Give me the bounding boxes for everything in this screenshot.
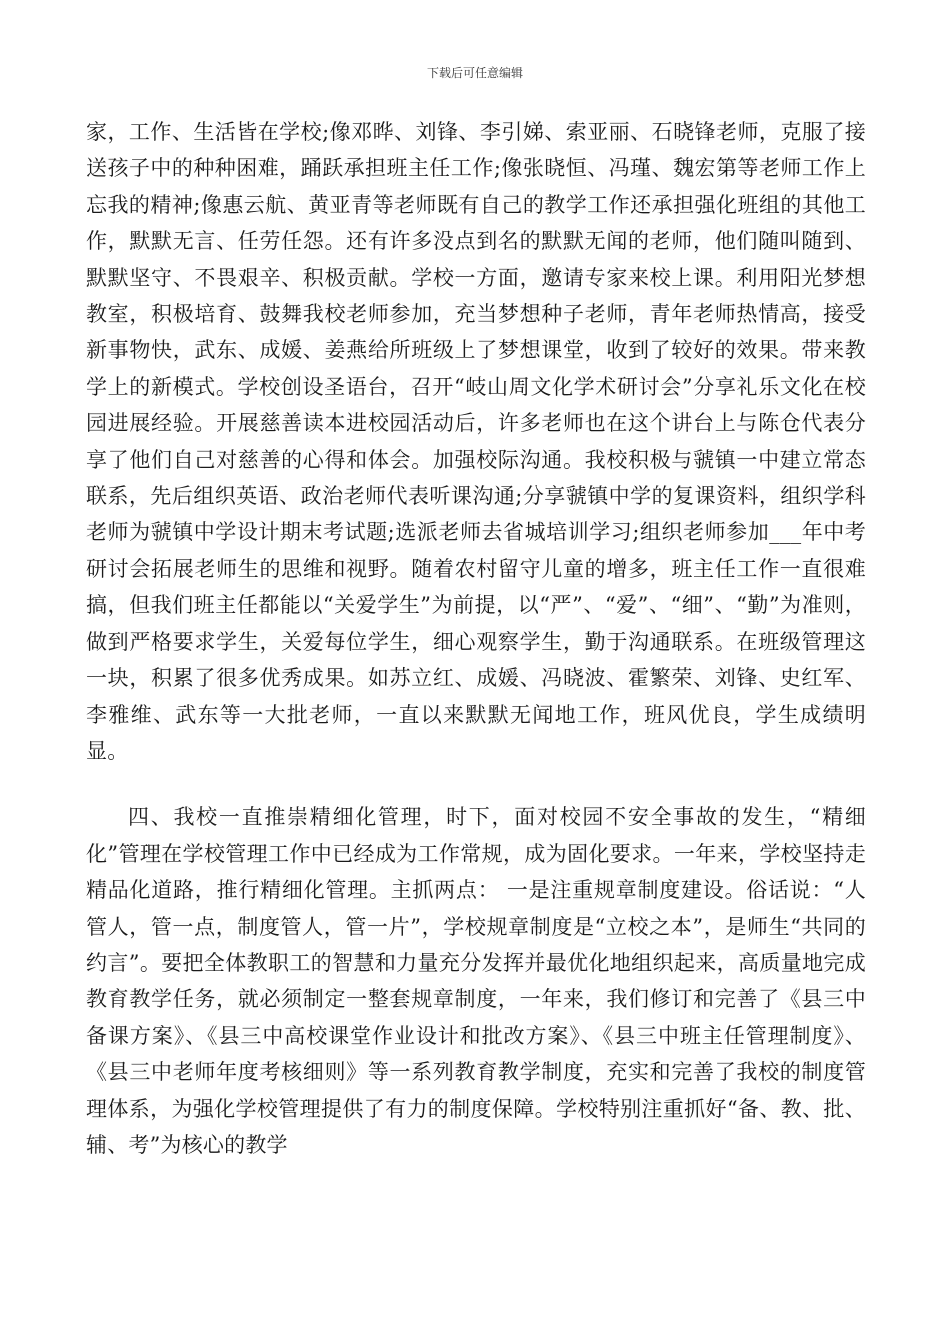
page-header: 下载后可任意编辑: [426, 66, 523, 80]
document-body: [86, 114, 866, 1163]
paragraph-section-four: 四、我校一直推崇精细化管理，时下，面对校园不安全事故的发生，“精细化”管理在学校管理工作中已经成为工作常规，成为固化要求。一年来，学校坚持走精品化道路，推行精细化管理。主抓两点： 一是注重规章制度建设。俗话说：“人管人，管一点，制度管人，管一片”，学校规章制度是“立校之本”，是师生“共同的约言”。要把全体教职工的智慧和力量充分发挥并最优化地组织起来，高质量地完成教育教学任务，就必须制定一整套规章制度，一年来，我们修订和完善了《县三中备课方案》、《县三中高校课堂作业设计和批改方案》、《县三中班主任管理制度》、《县三中老师年度考核细则》等一系列教育教学制度，充实和完善了我校的制度管理体系，为强化学校管理提供了有力的制度保障。学校特别注重抓好“备、教、批、辅、考”为核心的教学: [86, 805, 866, 1157]
paragraph-spacer: [86, 769, 866, 799]
paragraph-continuation: 家，工作、生活皆在学校;像邓晔、刘锋、李引娣、索亚丽、石晓锋老师，克服了接送孩子中的种种困难，踊跃承担班主任工作;像张晓恒、冯瑾、魏宏第等老师工作上忘我的精神;像惠云航、黄亚青等老师既有自己的教学工作还承担强化班组的其他工作，默默无言、任劳任怨。还有许多没点到名的默默无闻的老师，他们随叫随到、默默坚守、不畏艰辛、积极贡献。学校一方面，邀请专家来校上课。利用阳光梦想教室，积极培育、鼓舞我校老师参加，充当梦想种子老师，青年老师热情高，接受新事物快，武东、成媛、姜燕给所班级上了梦想课堂，收到了较好的效果。带来教学上的新模式。学校创设圣语台，召开“岐山周文化学术研讨会”分享礼乐文化在校园进展经验。开展慈善读本进校园活动后，许多老师也在这个讲台上与陈仓代表分享了他们自己对慈善的心得和体会。加强校际沟通。我校积极与虢镇一中建立常态联系，先后组织英语、政治老师代表听课沟通;分享虢镇中学的复课资料，组织学科老师为虢镇中学设计期末考试题;选派老师去省城培训学习;组织老师参加___年中考研讨会拓展老师生的思维和视野。随着农村留守儿童的增多，班主任工作一直很难搞，但我们班主任都能以“关爱学生”为前提，以“严”、“爱”、“细”、“勤”为准则，做到严格要求学生，关爱每位学生，细心观察学生，勤于沟通联系。在班级管理这一块，积累了很多优秀成果。如苏立红、成媛、冯晓波、霍繁荣、刘锋、史红军、李雅维、武东等一大批老师，一直以来默默无闻地工作，班风优良，学生成绩明显。: [86, 120, 866, 763]
